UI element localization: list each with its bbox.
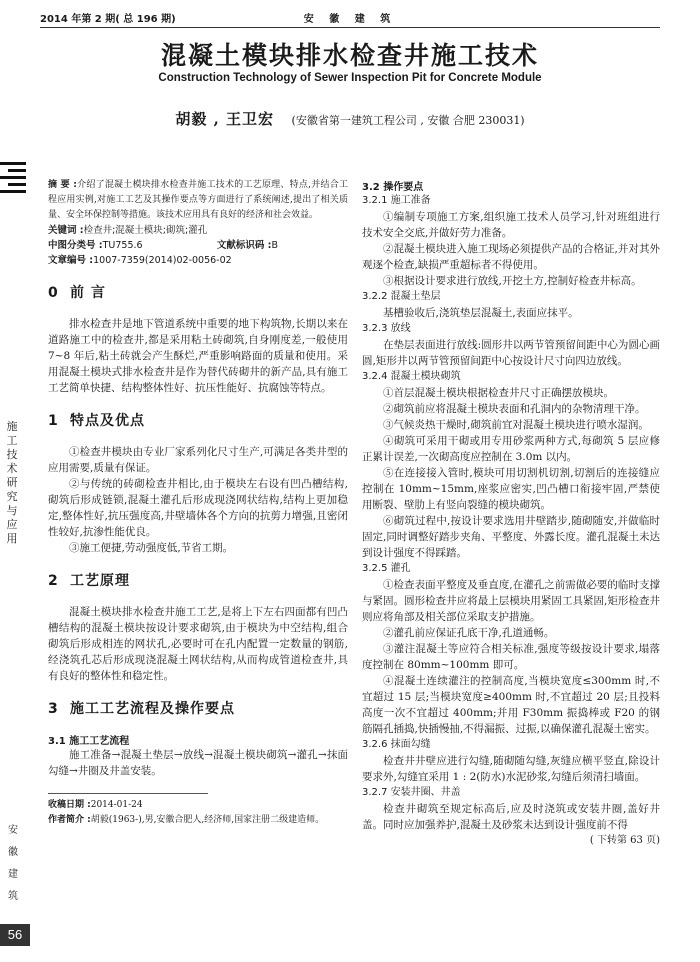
paragraph: 在垫层表面进行放线:圆形井以两节管预留间距中心为圆心画圆,矩形井以两节管预留间距中心按设计尺寸向四边放线。	[362, 339, 660, 367]
subsection-3-2-7-heading: 3.2.7 安装井圈、井盖	[362, 787, 461, 798]
subsection-3-2-5-heading: 3.2.5 灌孔	[362, 563, 411, 574]
list-item: ④砌筑可采用干砌或用专用砂浆两种方式,每砌筑 5 层应修正累计误差,一次砌高度应控制在 3.0m 以内。	[362, 435, 660, 463]
list-item: ①检查表面平整度及垂直度,在灌孔之前需做必要的临时支撑与紧固。圆形检查井应将最上层模块用紧固工具紧固,矩形检查井则应将角部及相关部位采取支护措施。	[362, 579, 660, 623]
keywords: 关键词 :检查井;混凝土模块;砌筑;灌孔	[48, 225, 208, 236]
list-item: ③灌注混凝土等应符合相关标准,强度等级按设计要求,塌落度控制在 80mm~100mm 即可。	[362, 643, 660, 671]
subsection-3-2-3-heading: 3.2.3 放线	[362, 323, 411, 334]
process-flow-text: 施工准备→混凝土垫层→放线→混凝土模块砌筑→灌孔→抹面勾缝→井圈及井盖安装。	[48, 749, 348, 777]
classification-row: 中图分类号 :TU755.6 文献标识码 :B	[48, 240, 278, 251]
list-item: ⑤在连接接入管时,模块可用切割机切割,切割后的连接缝应控制在 10mm~15mm,座浆应密实,凹凸槽口衔接牢固,严禁使用断裂、壁肋上有竖向裂缝的模块砌筑。	[362, 467, 660, 511]
journal-issue: 2014 年第 2 期( 总 196 期)	[40, 14, 176, 25]
list-item: ②砌筑前应将混凝土模块表面和孔洞内的杂物清理干净。	[383, 403, 646, 415]
affiliation: (安徽省第一建筑工程公司 , 安徽 合肥 230031)	[291, 114, 525, 127]
subsection-3-1-heading: 3.1 施工工艺流程	[48, 736, 130, 747]
authors: 胡毅 , 王卫宏	[175, 110, 275, 128]
list-item: ①编制专项施工方案,组织施工技术人员学习,针对班组进行技术安全交底,并做好劳力准备。	[362, 211, 660, 239]
paragraph: 检查井砌筑至规定标高后,应及时浇筑或安装井圈,盖好井盖。同时应加强养护,混凝土及砂浆未达到设计强度前不得	[362, 803, 660, 831]
journal-name: 安 徽 建 筑	[303, 14, 397, 25]
list-item: ⑥砌筑过程中,按设计要求选用井壁踏步,随砌随安,并做临时固定,同时调整好踏步夹角、平整度、外露长度。灌孔混凝土未达到设计强度不得踩踏。	[362, 515, 660, 559]
list-item: ③气候炎热干燥时,砌筑前宜对混凝土模块进行喷水湿润。	[383, 419, 649, 431]
margin-bars-icon	[0, 162, 26, 197]
section-0-heading: 0 前 言	[48, 285, 106, 301]
subsection-3-2-2-heading: 3.2.2 混凝土垫层	[362, 291, 441, 302]
section-2-heading: 2 工艺原理	[48, 573, 130, 589]
list-item: ③施工便捷,劳动强度低,节省工期。	[69, 542, 234, 554]
margin-journal-label: 安 徽 建 筑	[8, 825, 18, 902]
section-2-paragraph: 混凝土模块排水检查井施工工艺,是将上下左右四面都有凹凸槽结构的混凝土模块按设计要求砌筑,由于模块为中空结构,组合砌筑后形成相连的网状孔,必要时可在孔内配置一定数量的钢筋,经浇筑孔芯后形成现浇混凝土网状结构,从而构成管道检查井,具有良好的整体性和稳定性。	[48, 606, 348, 682]
page-number: 56	[0, 924, 30, 946]
running-head	[40, 10, 660, 28]
paragraph: 基槽验收后,浇筑垫层混凝土,表面应抹平。	[383, 307, 579, 319]
section-0-paragraph: 排水检查井是地下管道系统中重要的地下构筑物,长期以来在道路施工中的检查井,都是采用粘土砖砌筑,自身刚度差,一般使用 7~8 年后,粘土砖就会产生酥烂,严重影响路面的质量和使用。采用混凝土模块式排水检查井是作为替代砖砌井的新产品,具有施工工艺简单快捷、结构整体性好、抗压性能好、抗腐蚀等特点。	[48, 318, 348, 394]
right-column	[362, 178, 660, 849]
footnote-author: 作者简介 :胡毅(1963-),男,安徽合肥人,经济师,国家注册二级建造师。	[48, 815, 325, 825]
abstract: 摘 要 :介绍了混凝土模块排水检查井施工技术的工艺原理、特点,并结合工程应用实例,对施工工艺及其操作要点等方面进行了系统阐述,提出了相关质量、安全环保控制等措施。该技术应用具有良好的经济和社会效益。	[48, 180, 348, 220]
author-line	[0, 108, 700, 129]
list-item: ②灌孔前应保证孔底干净,孔道通畅。	[383, 627, 555, 639]
subsection-3-2-1-heading: 3.2.1 施工准备	[362, 195, 431, 206]
continued-note: ( 下转第 63 页)	[589, 835, 660, 846]
subsection-3-2-6-heading: 3.2.6 抹面勾缝	[362, 739, 431, 750]
footnote-received: 收稿日期 :2014-01-24	[48, 800, 143, 810]
list-item: ④混凝土连续灌注的控制高度,当模块宽度≤300mm 时,不宜超过 15 层;当模块宽度≥400mm 时,不宜超过 20 层;且投料高度一次不宜超过 400mm;并用 F30mm 振捣棒或 F20 的钢筋隔孔插捣,快插慢抽,不得漏振、过振,以确保灌孔混凝土密实。	[362, 675, 660, 735]
list-item: ①检查井模块由专业厂家系列化尺寸生产,可满足各类井型的应用需要,质量有保证。	[48, 446, 348, 474]
list-item: ③根据设计要求进行放线,开挖土方,控制好检查井标高。	[383, 275, 642, 287]
list-item: ①首层混凝土模块根据检查井尺寸正确摆放模块。	[383, 387, 614, 399]
margin-section-label: 施 工 技 术 研 究 与 应 用	[6, 420, 18, 545]
left-column	[48, 178, 348, 828]
subsection-3-2-4-heading: 3.2.4 混凝土模块砌筑	[362, 371, 461, 382]
paragraph: 检查井井壁应进行勾缝,随砌随勾缝,灰缝应横平竖直,除设计要求外,勾缝宜采用 1 : 2(防水)水泥砂浆,勾缝后须清扫墙面。	[362, 755, 660, 783]
subsection-3-2-heading: 3.2 操作要点	[362, 182, 424, 193]
article-number: 文章编号 :1007-7359(2014)02-0056-02	[48, 255, 232, 266]
list-item: ②与传统的砖砌检查井相比,由于模块左右设有凹凸槽结构,砌筑后形成链锁,混凝土灌孔后形成现浇网状结构,结构上更加稳定,整体性好,抗压强度高,井壁墙体各个方向的抗剪力增强,且密闭性较好,抗渗性能优良。	[48, 478, 348, 538]
article-title-zh: 混凝土模块排水检查井施工技术	[160, 41, 539, 70]
section-1-heading: 1 特点及优点	[48, 413, 145, 429]
section-3-heading: 3 施工工艺流程及操作要点	[48, 701, 235, 717]
article-title-en: Construction Technology of Sewer Inspection Pit for Concrete Module	[158, 72, 542, 84]
list-item: ②混凝土模块进入施工现场必须提供产品的合格证,并对其外观逐个检查,缺损严重超标者不得使用。	[362, 243, 660, 271]
